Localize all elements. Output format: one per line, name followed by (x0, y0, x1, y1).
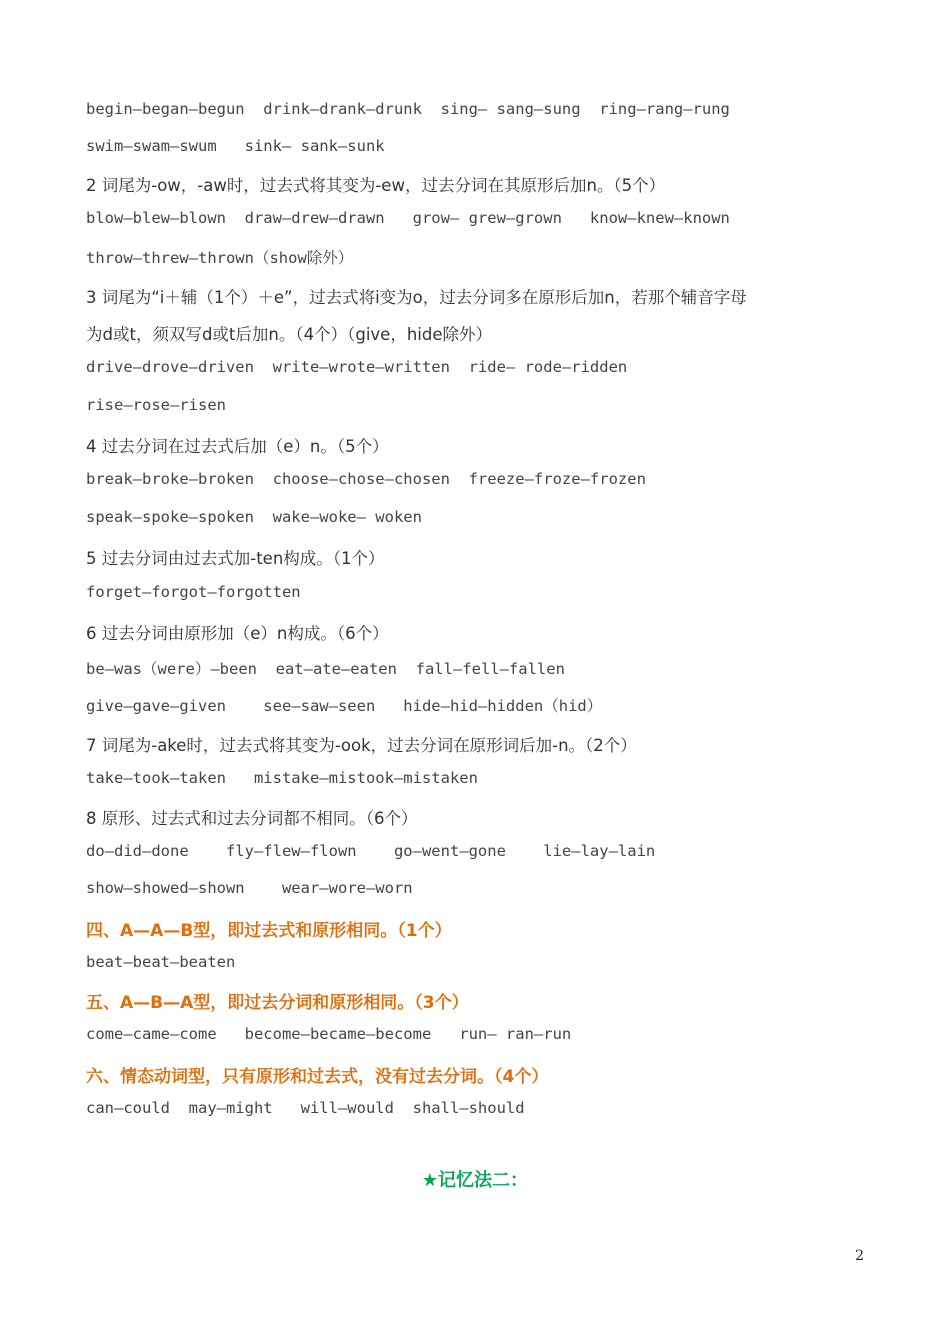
verb-forms: forget—forgot—forgotten (86, 583, 301, 601)
rule-text: 5 过去分词由过去式加-ten构成。（1个） (86, 549, 385, 568)
verb-forms: swim—swam—swum sink— sank—sunk (86, 137, 385, 155)
section-heading: 五、A—B—A型，即过去分词和原形相同。（3个） (86, 993, 469, 1013)
verb-forms: throw—threw—thrown（show除外） (86, 249, 354, 267)
verb-forms: drive—drove—driven write—wrote—written ride— rode—ridden (86, 358, 628, 376)
verb-forms: begin—began—begun drink—drank—drunk sing— sang—sung ring—rang—rung (86, 100, 730, 118)
verb-forms: take—took—taken mistake—mistook—mistaken (86, 769, 478, 787)
rule-text: 8 原形、过去式和过去分词都不相同。（6个） (86, 809, 418, 828)
verb-forms: blow—blew—blown draw—drew—drawn grow— grew—grown know—knew—known (86, 209, 730, 227)
section-title: ★记忆法二： (421, 1170, 529, 1191)
verb-forms: do—did—done fly—flew—flown go—went—gone lie—lay—lain (86, 842, 656, 860)
verb-forms: break—broke—broken choose—chose—chosen freeze—froze—frozen (86, 470, 646, 488)
rule-text: 7 词尾为-ake时，过去式将其变为-ook，过去分词在原形词后加-n。（2个） (86, 736, 637, 755)
rule-text: 6 过去分词由原形加（e）n构成。（6个） (86, 624, 389, 643)
verb-forms: rise—rose—risen (86, 396, 226, 414)
verb-forms: beat—beat—beaten (86, 953, 236, 971)
verb-forms: come—came—come become—became—become run— ran—run (86, 1025, 572, 1043)
section-heading: 六、情态动词型，只有原形和过去式，没有过去分词。（4个） (86, 1067, 549, 1087)
rule-text: 为d或t，须双写d或t后加n。（4个）（give，hide除外） (86, 325, 492, 344)
verb-forms: give—gave—given see—saw—seen hide—hid—hidden（hid） (86, 697, 603, 715)
verb-forms: be—was（were）—been eat—ate—eaten fall—fell—fallen (86, 660, 565, 678)
verb-forms: speak—spoke—spoken wake—woke— woken (86, 508, 422, 526)
section-heading: 四、A—A—B型，即过去式和原形相同。（1个） (86, 921, 452, 941)
verb-forms: can—could may—might will—would shall—should (86, 1099, 525, 1117)
verb-forms: show—showed—shown wear—wore—worn (86, 879, 413, 897)
page-number: 2 (855, 1248, 864, 1264)
rule-text: 4 过去分词在过去式后加（e）n。（5个） (86, 437, 389, 456)
rule-text: 2 词尾为-ow，-aw时，过去式将其变为-ew，过去分词在其原形后加n。（5个） (86, 176, 666, 195)
rule-text: 3 词尾为“i＋辅（1个）＋e”，过去式将i变为o，过去分词多在原形后加n，若那个辅音字母 (86, 288, 747, 307)
